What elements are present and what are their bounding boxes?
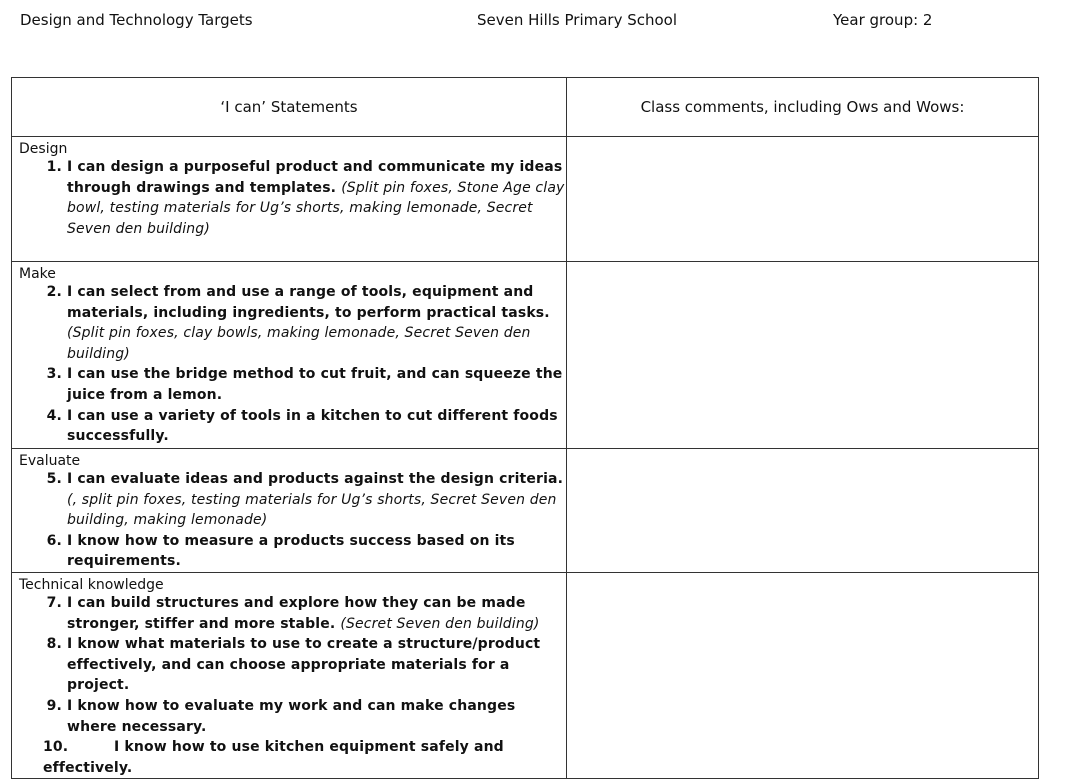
statements-cell xyxy=(12,137,567,262)
school-name: Seven Hills Primary School xyxy=(477,11,678,29)
comments-cell[interactable] xyxy=(567,137,1039,262)
statements-cell xyxy=(12,572,567,778)
section-label: Make xyxy=(19,266,56,282)
statement-example: (Split pin foxes, Stone Age clay bowl, testing materials for Ug’s shorts, making lemonade, Secret Seven den building) xyxy=(67,179,565,237)
statement-text: I know how to use kitchen equipment safely and effectively. xyxy=(43,739,504,776)
statement-text: I know how to evaluate my work and can make changes where necessary. xyxy=(67,697,516,735)
statement-text: I know what materials to use to create a structure/product effectively, and can choose appropriate materials for a project. xyxy=(67,636,541,694)
statement-item xyxy=(67,634,566,696)
statement-text: I can use the bridge method to cut fruit, and can squeeze the juice from a lemon. xyxy=(67,366,563,403)
statement-list xyxy=(12,593,566,778)
targets-table xyxy=(11,77,1039,779)
statement-item xyxy=(67,157,566,239)
column-header-comments: Class comments, including Ows and Wows: xyxy=(567,78,1039,137)
comments-cell[interactable] xyxy=(567,572,1039,778)
statement-example: (, split pin foxes, testing materials for Ug’s shorts, Secret Seven den building, making lemonade) xyxy=(67,491,557,529)
statement-list xyxy=(12,469,566,572)
statement-item xyxy=(67,364,566,405)
year-group: Year group: 2 xyxy=(833,11,933,29)
statement-number: 10. xyxy=(43,739,69,756)
statement-text: I can select from and use a range of tools, equipment and materials, including ingredients, to perform practical tasks. xyxy=(67,284,550,321)
statements-cell xyxy=(12,449,567,573)
table-header-row xyxy=(12,78,1039,137)
statement-example: (Split pin foxes, clay bowls, making lemonade, Secret Seven den building) xyxy=(67,325,531,362)
statement-item xyxy=(67,593,566,634)
column-header-statements: ‘I can’ Statements xyxy=(12,78,567,137)
statement-text: I can build structures and explore how they can be made stronger, stiffer and more stable. xyxy=(67,594,526,632)
section-row-design xyxy=(12,137,1039,262)
document-title: Design and Technology Targets xyxy=(20,11,253,29)
statement-example: (Secret Seven den building) xyxy=(340,615,540,632)
statement-item xyxy=(43,737,566,778)
section-row-make xyxy=(12,262,1039,449)
section-row-evaluate xyxy=(12,449,1039,573)
statements-cell xyxy=(12,262,567,449)
statement-text: I can use a variety of tools in a kitchen to cut different foods successfully. xyxy=(67,407,558,445)
statement-item xyxy=(67,531,566,572)
statement-text: I can design a purposeful product and communicate my ideas through drawings and templates. xyxy=(67,159,563,196)
statement-text: I know how to measure a products success based on its requirements. xyxy=(67,532,515,570)
statement-item xyxy=(67,696,566,737)
statement-list xyxy=(12,282,566,447)
section-label: Technical knowledge xyxy=(19,576,164,593)
statement-list xyxy=(12,157,566,239)
section-row-technical-knowledge xyxy=(12,572,1039,778)
section-label: Evaluate xyxy=(19,453,81,469)
comments-cell[interactable] xyxy=(567,262,1039,449)
statement-item xyxy=(67,469,566,531)
comments-cell[interactable] xyxy=(567,449,1039,573)
section-label: Design xyxy=(19,141,68,157)
statement-item xyxy=(67,282,566,364)
statement-text: I can evaluate ideas and products against the design criteria. xyxy=(67,471,564,487)
statement-item xyxy=(67,406,566,447)
